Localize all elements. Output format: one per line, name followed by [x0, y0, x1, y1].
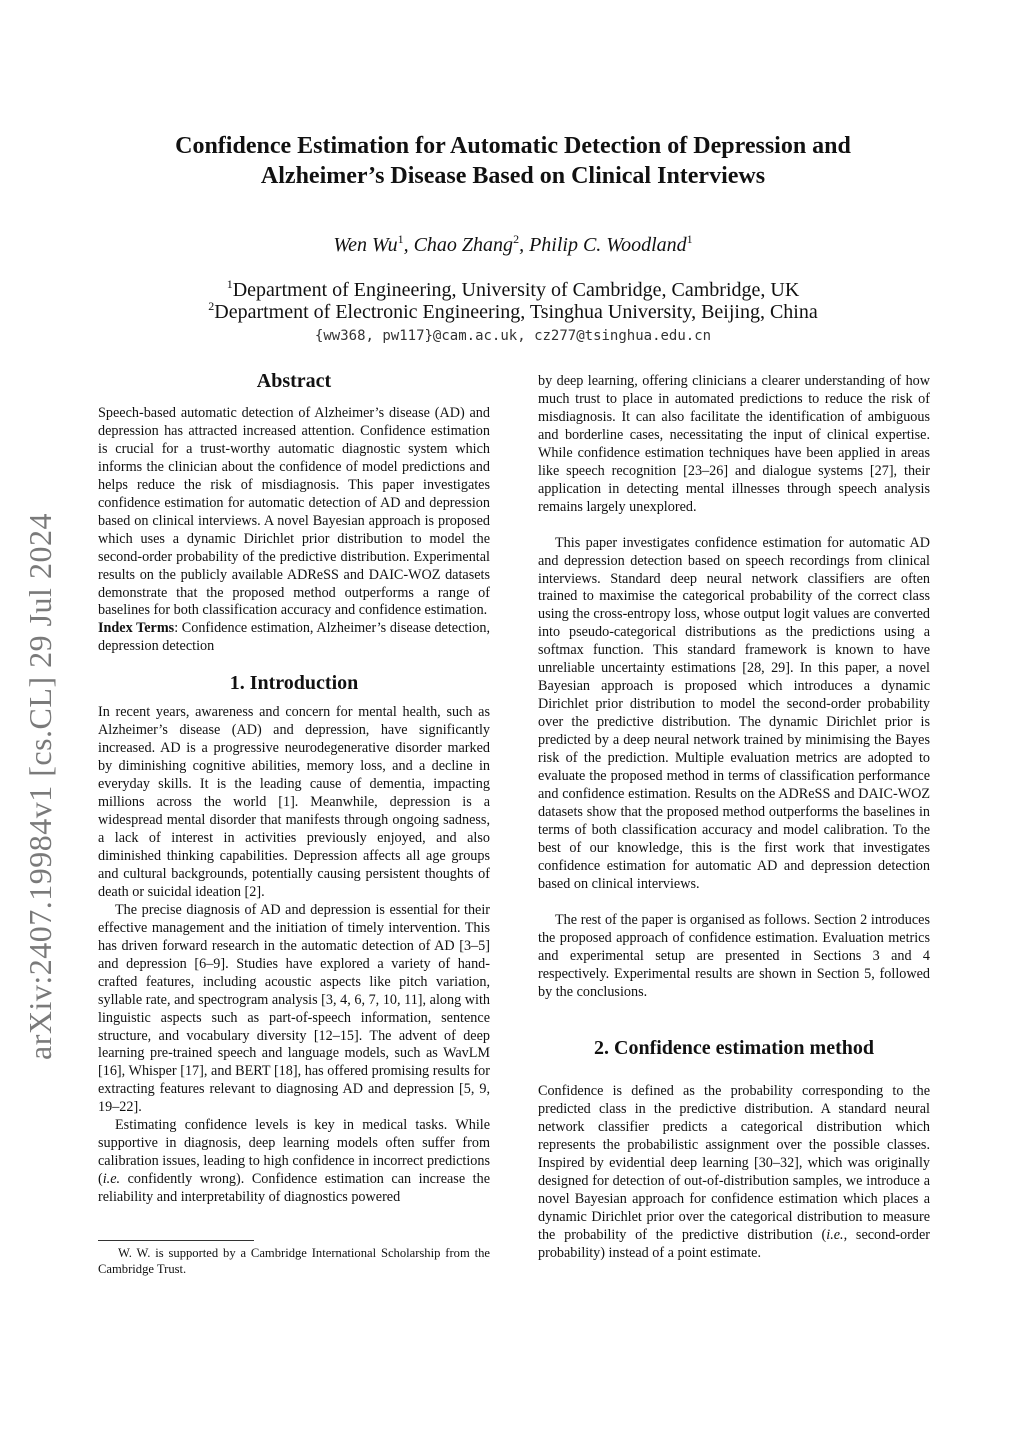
title-line-2: Alzheimer’s Disease Based on Clinical Interviews: [260, 163, 766, 189]
arxiv-identifier: arXiv:2407.19984v1 [cs.CL] 29 Jul 2024: [22, 513, 58, 1060]
author-affil-mark: 2: [513, 232, 520, 246]
right-column: [538, 373, 930, 1263]
affil-text: Department of Electronic Engineering, Tsinghua University, Beijing, China: [214, 301, 818, 323]
paper-title: [100, 131, 926, 191]
affiliation-2: [100, 300, 926, 324]
author-name: Chao Zhang: [413, 234, 514, 256]
author-affil-mark: 1: [397, 232, 404, 246]
intro-paragraph-3: [98, 1117, 490, 1207]
intro-paragraph-2: The precise diagnosis of AD and depression is essential for their effective management and the initiation of timely intervention. This has driven forward research in the automatic detection of AD [3–5] and depression [6–9]. Studies have explored a variety of hand-crafted features, including acoustic aspects like pitch variation, syllable rate, and spectrogram analysis [3, 4, 6, 7, 10, 11], along with linguistic aspects such as part-of-speech information, sentence structure, and vocabulary diversity [12–15]. The advent of deep learning pre-trained speech and language models, such as WavLM [16], Whisper [17], and BERT [18], has offered promising results for extracting features relevant to diagnosing AD and depression [5, 9, 19–22].: [98, 901, 490, 1116]
intro-paragraph-5: This paper investigates confidence estimation for automatic AD and depression detection based on speech recordings from clinical interviews. Standard deep neural network classifiers are often trained to maximise the categorical probability of the correct class using the cross-entropy loss, whose output logit values are converted into pseudo-categorical distributions as the predictions using a softmax function. This standard framework is known to have unreliable uncertainty estimations [28, 29]. In this paper, a novel Bayesian approach is proposed which introduces a dynamic Dirichlet prior distribution to model the second-order probability over the predictive distribution. The dynamic Dirichlet prior is predicted by a deep neural network trained by minimising the Bayes risk of the prediction. Multiple evaluation metrics are adopted to evaluate the proposed method in terms of classification performance and confidence estimation. Results on the ADReSS and DAIC-WOZ datasets show that the proposed method outperforms the baselines in terms of both classification accuracy and model calibration. To the best of our knowledge, this is the first work that investigates confidence estimation for automatic AD and depression detection based on clinical interviews.: [538, 534, 930, 892]
title-line-1: Confidence Estimation for Automatic Detection of Depression and: [175, 133, 851, 159]
abstract-text: Speech-based automatic detection of Alzheimer’s disease (AD) and depression has attracted increased attention. Confidence estimation is crucial for a trust-worthy automatic diagnostic system which informs the clinician about the confidence of model predictions and helps reduce the risk of misdiagnosis. This paper investigates confidence estimation for automatic detection of AD and depression based on clinical interviews. A novel Bayesian approach is proposed which uses a dynamic Dirichlet prior distribution to model the second-order probability of the predictive distribution. Experimental results on the publicly available ADReSS and DAIC-WOZ datasets demonstrate that the proposed method outperforms a range of baselines for both classification accuracy and confidence estimation.: [98, 405, 490, 619]
section-2-paragraph-1: [538, 1083, 930, 1263]
intro-paragraph-6: The rest of the paper is organised as follows. Section 2 introduces the proposed approach of confidence estimation. Evaluation metrics and experimental setup are presented in Sections 3 and 4 respectively. Experimental results are shown in Section 5, followed by the conclusions.: [538, 911, 930, 1000]
footnote-rule: [98, 1240, 254, 1241]
section-2-heading: 2. Confidence estimation method: [594, 1037, 874, 1060]
author-emails: {ww368, pw117}@cam.ac.uk, cz277@tsinghua.edu.cn: [314, 328, 712, 344]
author-affil-mark: 1: [686, 232, 693, 246]
author-name: Wen Wu: [333, 234, 398, 256]
section-2-text-cont: second-order probability) instead of a point estimate.: [538, 1227, 930, 1262]
section-2-ie: i.e.,: [826, 1227, 848, 1244]
author-separator: ,: [403, 234, 414, 256]
section-2-text: Confidence is defined as the probability corresponding to the predicted class in the predictive distribution. A standard neural network classifier predicts a categorical distribution which represents the probabilistic assignment over the possible classes. Inspired by evidential deep learning [30–32], which was originally designed for detection of out-of-distribution samples, we introduce a novel Bayesian approach for confidence estimation which places a dynamic Dirichlet prior over the categorical distribution to measure the probability of the predictive distribution (: [538, 1083, 930, 1244]
footnote: W. W. is supported by a Cambridge International Scholarship from the Cambridge Trust.: [98, 1246, 490, 1276]
author-separator: ,: [519, 234, 530, 256]
affil-mark: 1: [226, 277, 233, 291]
affiliation-1: [100, 278, 926, 302]
author-name: Philip C. Woodland: [529, 234, 687, 256]
author-list: [100, 234, 926, 257]
affil-text: Department of Engineering, University of Cambridge, Cambridge, UK: [232, 279, 800, 301]
intro-paragraph-1: In recent years, awareness and concern for mental health, such as Alzheimer’s disease (AD) and depression, have significantly increased. AD is a progressive neurodegenerative disorder marked by diminishing cognitive abilities, memory loss, and a decline in everyday skills. It is the leading cause of dementia, impacting millions across the world [1]. Meanwhile, depression is a widespread mental disorder that manifests through ongoing sadness, a lack of interest in activities previously enjoyed, and also diminished thinking capabilities. Depression affects all age groups and cultural backgrounds, potentially causing persistent thoughts of death or suicidal ideation [2].: [98, 704, 490, 900]
affil-mark: 2: [208, 299, 215, 313]
intro-heading: 1. Introduction: [229, 672, 359, 695]
index-terms-text: : Confidence estimation, Alzheimer’s disease detection, depression detection: [98, 620, 490, 655]
index-terms: [98, 620, 490, 656]
index-terms-label: Index Terms: [98, 620, 175, 637]
intro-p3-ie: i.e.: [102, 1171, 121, 1188]
intro-p3-text: Estimating confidence levels is key in medical tasks. While supportive in diagnosis, deep learning models often suffer from calibration issues, leading to high confidence in incorrect predictions (: [98, 1117, 490, 1188]
abstract-heading: Abstract: [256, 370, 332, 392]
intro-paragraph-4: by deep learning, offering clinicians a clearer understanding of how much trust to place in automated predictions to reduce the risk of misdiagnosis. It can also facilitate the identification of ambiguous and borderline cases, necessitating the input of clinical expertise. While confidence estimation techniques have been applied in areas like speech recognition [23–26] and dialogue systems [27], their application in detecting mental illnesses through speech analysis remains largely unexplored.: [538, 373, 930, 515]
left-column: [98, 368, 490, 1207]
intro-p3-text-cont: confidently wrong). Confidence estimation can increase the reliability and interpretability of diagnostics powered: [98, 1171, 490, 1206]
